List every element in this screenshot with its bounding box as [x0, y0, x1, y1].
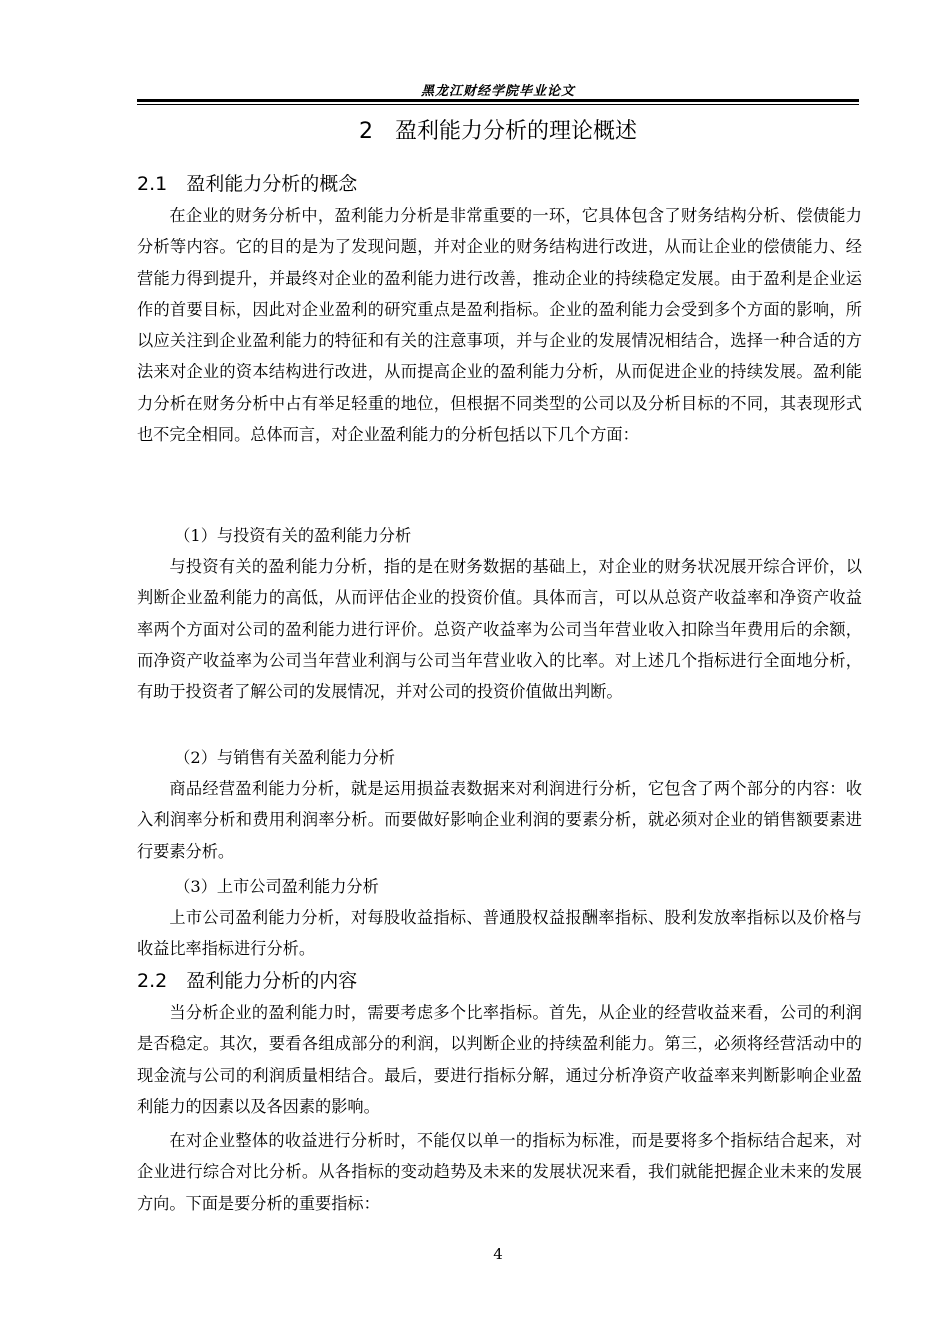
subheading-sales-profitability: （2）与销售有关盈利能力分析 [174, 748, 395, 767]
paragraph-concept-intro: 在企业的财务分析中，盈利能力分析是非常重要的一环，它具体包含了财务结构分析、偿债能力分析等内容。它的目的是为了发现问题，并对企业的财务结构进行改进，从而让企业的偿债能力、经营能力得到提升，并最终对企业的盈利能力进行改善，推动企业的持续稳定发展。由于盈利是企业运作的首要目标，因此对企业盈利的研究重点是盈利指标。企业的盈利能力会受到多个方面的影响，所以应关注到企业盈利能力的特征和有关的注意事项，并与企业的发展情况相结合，选择一种合适的方法来对企业的资本结构进行改进，从而提高企业的盈利能力分析，从而促进企业的持续发展。盈利能力分析在财务分析中占有举足轻重的地位，但根据不同类型的公司以及分析目标的不同，其表现形式也不完全相同。总体而言，对企业盈利能力的分析包括以下几个方面： [137, 206, 862, 445]
section-title-2-2: 2.2 盈利能力分析的内容 [137, 970, 358, 992]
paragraph-listed-company-profitability: 上市公司盈利能力分析，对每股收益指标、普通股权益报酬率指标、股利发放率指标以及价格与收益比率指标进行分析。 [137, 908, 862, 959]
header-rule-thick [137, 99, 859, 102]
paragraph-sales-profitability: 商品经营盈利能力分析，就是运用损益表数据来对利润进行分析，它包含了两个部分的内容：收入利润率分析和费用利润率分析。而要做好影响企业利润的要素分析，就必须对企业的销售额要素进行要素分析。 [137, 779, 862, 861]
section-title-2-1: 2.1 盈利能力分析的概念 [137, 173, 358, 195]
page-number: 4 [493, 1245, 503, 1263]
paragraph-investment-profitability: 与投资有关的盈利能力分析，指的是在财务数据的基础上，对企业的财务状况展开综合评价，以判断企业盈利能力的高低，从而评估企业的投资价值。具体而言，可以从总资产收益率和净资产收益率两个方面对公司的盈利能力进行评价。总资产收益率为公司当年营业收入扣除当年费用后的余额，而净资产收益率为公司当年营业利润与公司当年营业收入的比率。对上述几个指标进行全面地分析，有助于投资者了解公司的发展情况，并对公司的投资价值做出判断。 [137, 557, 862, 702]
chapter-title: 2 盈利能力分析的理论概述 [359, 119, 637, 144]
paragraph-content-overall: 在对企业整体的收益进行分析时，不能仅以单一的指标为标准，而是要将多个指标结合起来，对企业进行综合对比分析。从各指标的变动趋势及未来的发展状况来看，我们就能把握企业未来的发展方向。下面是要分析的重要指标： [137, 1131, 862, 1213]
header-rule-thin [137, 104, 859, 105]
subheading-listed-company-profitability: （3）上市公司盈利能力分析 [174, 877, 379, 896]
subheading-investment-profitability: （1）与投资有关的盈利能力分析 [174, 526, 412, 545]
running-header-title: 黑龙江财经学院毕业论文 [420, 84, 575, 99]
paragraph-content-ratios: 当分析企业的盈利能力时，需要考虑多个比率指标。首先，从企业的经营收益来看，公司的利润是否稳定。其次，要看各组成部分的利润，以判断企业的持续盈利能力。第三，必须将经营活动中的现金流与公司的利润质量相结合。最后，要进行指标分解，通过分析净资产收益率来判断影响企业盈利能力的因素以及各因素的影响。 [137, 1003, 862, 1116]
